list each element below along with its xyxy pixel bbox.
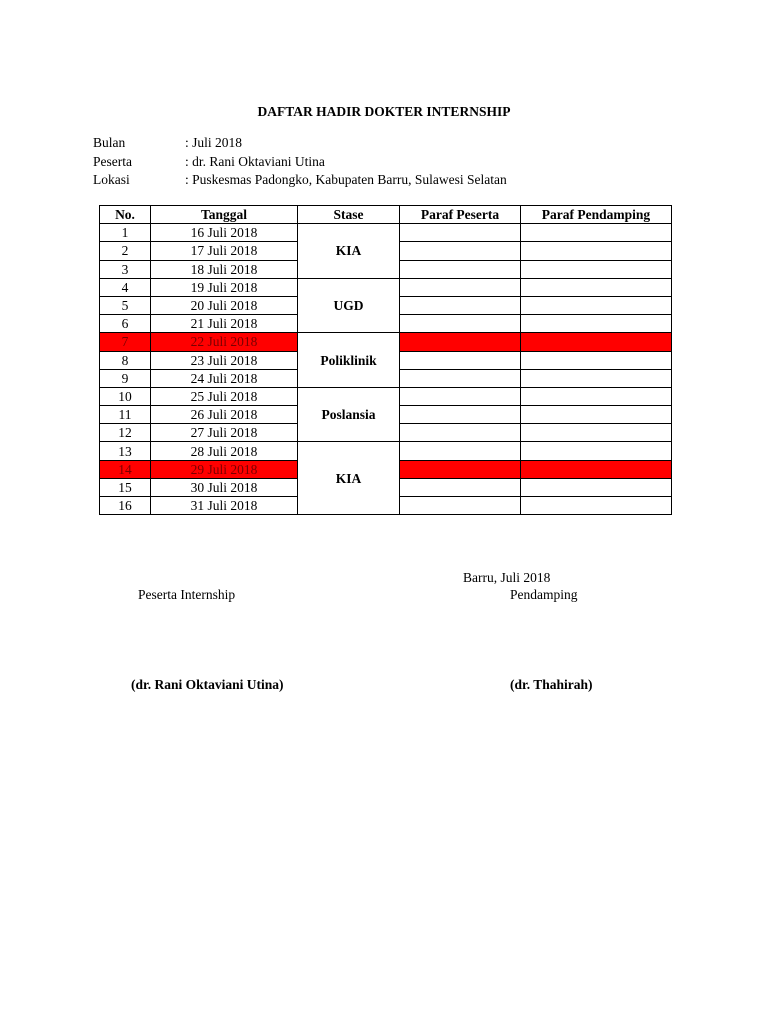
right-signatory-name: (dr. Thahirah) <box>510 677 593 692</box>
info-row-bulan <box>93 134 507 153</box>
info-block <box>93 134 507 190</box>
paraf-pendamping-cell[interactable] <box>521 242 672 260</box>
stase-cell: Poliklinik <box>298 333 400 388</box>
row-no: 13 <box>100 442 151 460</box>
table-row <box>100 387 672 405</box>
paraf-pendamping-cell[interactable] <box>521 278 672 296</box>
row-no: 15 <box>100 478 151 496</box>
info-label: Lokasi <box>93 172 130 187</box>
paraf-pendamping-cell[interactable] <box>521 369 672 387</box>
paraf-pendamping-cell[interactable] <box>521 224 672 242</box>
paraf-pendamping-cell[interactable] <box>521 497 672 515</box>
row-date: 29 Juli 2018 <box>151 460 298 478</box>
table-row <box>100 224 672 242</box>
row-no: 8 <box>100 351 151 369</box>
header-stase: Stase <box>298 206 400 224</box>
paraf-peserta-cell[interactable] <box>400 296 521 314</box>
paraf-peserta-cell[interactable] <box>400 478 521 496</box>
row-date: 19 Juli 2018 <box>151 278 298 296</box>
paraf-pendamping-cell[interactable] <box>521 478 672 496</box>
row-no: 1 <box>100 224 151 242</box>
info-label: Bulan <box>93 135 126 150</box>
paraf-peserta-cell[interactable] <box>400 315 521 333</box>
row-date: 23 Juli 2018 <box>151 351 298 369</box>
header-tanggal: Tanggal <box>151 206 298 224</box>
paraf-peserta-cell[interactable] <box>400 497 521 515</box>
info-value: : Juli 2018 <box>185 135 243 150</box>
paraf-pendamping-cell[interactable] <box>521 315 672 333</box>
paraf-pendamping-cell[interactable] <box>521 351 672 369</box>
row-date: 16 Juli 2018 <box>151 224 298 242</box>
row-no: 14 <box>100 460 151 478</box>
paraf-pendamping-cell[interactable] <box>521 406 672 424</box>
paraf-pendamping-cell[interactable] <box>521 460 672 478</box>
paraf-pendamping-cell[interactable] <box>521 333 672 351</box>
paraf-peserta-cell[interactable] <box>400 369 521 387</box>
row-no: 16 <box>100 497 151 515</box>
table-row <box>100 278 672 296</box>
document-title: DAFTAR HADIR DOKTER INTERNSHIP <box>257 104 511 119</box>
right-role: Pendamping <box>510 587 578 602</box>
stase-cell: UGD <box>298 278 400 333</box>
paraf-peserta-cell[interactable] <box>400 387 521 405</box>
header-no: No. <box>100 206 151 224</box>
row-no: 6 <box>100 315 151 333</box>
info-value: : dr. Rani Oktaviani Utina <box>185 153 325 169</box>
row-no: 9 <box>100 369 151 387</box>
row-date: 24 Juli 2018 <box>151 369 298 387</box>
paraf-peserta-cell[interactable] <box>400 351 521 369</box>
paraf-peserta-cell[interactable] <box>400 278 521 296</box>
paraf-peserta-cell[interactable] <box>400 442 521 460</box>
paraf-peserta-cell[interactable] <box>400 260 521 278</box>
row-date: 26 Juli 2018 <box>151 406 298 424</box>
left-role: Peserta Internship <box>138 587 236 602</box>
paraf-peserta-cell[interactable] <box>400 224 521 242</box>
row-date: 21 Juli 2018 <box>151 315 298 333</box>
table-header-row <box>100 206 672 224</box>
row-date: 25 Juli 2018 <box>151 387 298 405</box>
paraf-pendamping-cell[interactable] <box>521 296 672 314</box>
header-paraf-peserta: Paraf Peserta <box>400 206 521 224</box>
row-date: 27 Juli 2018 <box>151 424 298 442</box>
row-no: 12 <box>100 424 151 442</box>
row-date: 18 Juli 2018 <box>151 260 298 278</box>
row-date: 22 Juli 2018 <box>151 333 298 351</box>
paraf-peserta-cell[interactable] <box>400 460 521 478</box>
info-label: Peserta <box>93 153 132 169</box>
row-date: 31 Juli 2018 <box>151 497 298 515</box>
left-signatory-name: (dr. Rani Oktaviani Utina) <box>131 677 284 692</box>
row-no: 3 <box>100 260 151 278</box>
table-row-holiday <box>100 333 672 351</box>
paraf-peserta-cell[interactable] <box>400 333 521 351</box>
row-date: 28 Juli 2018 <box>151 442 298 460</box>
paraf-peserta-cell[interactable] <box>400 424 521 442</box>
row-no: 7 <box>100 333 151 351</box>
info-row-lokasi <box>93 171 507 190</box>
table-row <box>100 442 672 460</box>
row-no: 5 <box>100 296 151 314</box>
row-no: 11 <box>100 406 151 424</box>
header-paraf-pendamping: Paraf Pendamping <box>521 206 672 224</box>
paraf-pendamping-cell[interactable] <box>521 260 672 278</box>
paraf-pendamping-cell[interactable] <box>521 424 672 442</box>
row-no: 2 <box>100 242 151 260</box>
row-no: 4 <box>100 278 151 296</box>
info-value: : Puskesmas Padongko, Kabupaten Barru, Sulawesi Selatan <box>185 172 507 187</box>
attendance-table <box>99 205 672 515</box>
place-date: Barru, Juli 2018 <box>463 570 551 585</box>
row-date: 20 Juli 2018 <box>151 296 298 314</box>
row-no: 10 <box>100 387 151 405</box>
row-date: 17 Juli 2018 <box>151 242 298 260</box>
paraf-peserta-cell[interactable] <box>400 406 521 424</box>
info-row-peserta <box>93 153 507 172</box>
paraf-pendamping-cell[interactable] <box>521 442 672 460</box>
stase-cell: Poslansia <box>298 387 400 442</box>
paraf-pendamping-cell[interactable] <box>521 387 672 405</box>
stase-cell: KIA <box>298 224 400 279</box>
stase-cell: KIA <box>298 442 400 515</box>
row-date: 30 Juli 2018 <box>151 478 298 496</box>
paraf-peserta-cell[interactable] <box>400 242 521 260</box>
